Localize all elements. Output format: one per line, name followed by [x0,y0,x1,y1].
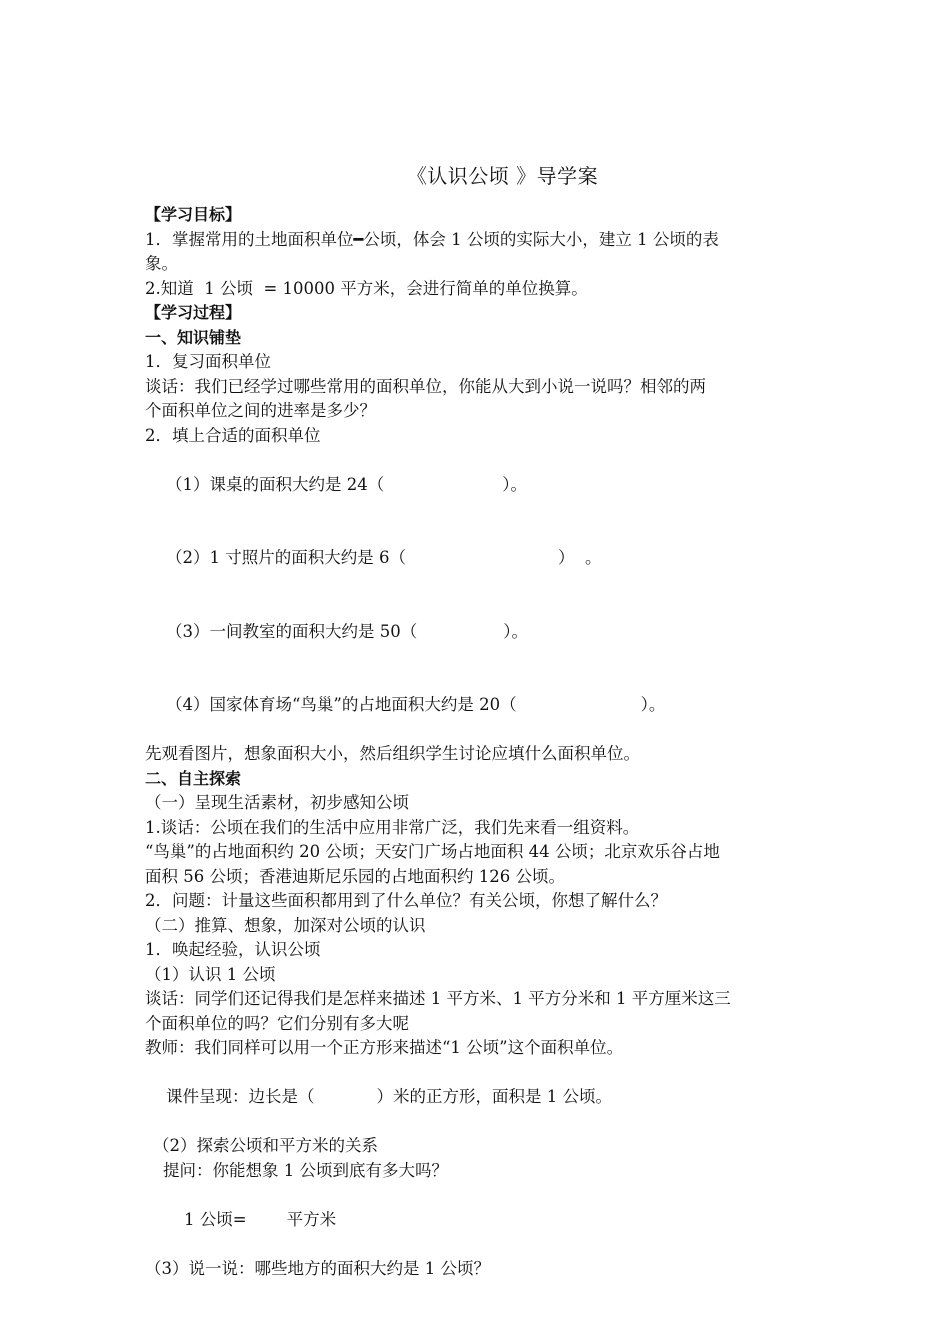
ask-line: 提问：你能想象 1 公顷到底有多大吗？ [163,1160,448,1180]
fill-question-2 [145,522,810,596]
sub2-line: （二）推算、想象，加深对公顷的认识 [145,915,426,935]
evoke-line: 1．唤起经验，认识公顷 [145,940,321,959]
process-heading: 【学习过程】 [145,303,242,322]
talk-line-2: 个面积单位之间的进率是多少？ [145,401,376,420]
fill-question-4 [145,669,810,743]
equation-unit: 平方米 [286,1209,337,1229]
review-line: 1．复习面积单位 [145,352,271,371]
fill-question-4-end: ）。 [640,695,666,714]
talk2-line-2: 个面积单位的吗？它们分别有多大呢 [145,1013,409,1033]
say-line: （3）说一说：哪些地方的面积大约是 1 公顷？ [145,1258,490,1278]
fill-question-1-end: ）。 [502,474,527,494]
fill-question-1-text: （1）课桌的面积大约是 24（ [165,474,385,494]
fill-heading: 2．填上合适的面积单位 [145,425,321,445]
know-line: （1）认识 1 公顷 [145,964,276,984]
fill-question-3 [145,595,810,669]
data-line-2: 面积 56 公顷；香港迪斯尼乐园的占地面积约 126 公顷。 [145,866,565,886]
equation-text: 1 公顷= [183,1209,247,1229]
show-line-end: ）米的正方形，面积是 1 公顷。 [376,1087,612,1106]
fill-question-3-text: （3）一间教室的面积大约是 50（ [165,621,418,641]
talk-material-line: 1.谈话：公顷在我们的生活中应用非常广泛，我们先来看一组资料。 [145,817,640,837]
fill-question-2-text: （2）1 寸照片的面积大约是 6（ [165,548,406,567]
part2-heading: 二、自主探索 [145,768,242,788]
talk-line-1: 谈话：我们已经学过哪些常用的面积单位，你能从大到小说一说吗？相邻的两 [145,376,706,396]
data-line-1: “鸟巢”的占地面积约 20 公顷；天安门广场占地面积 44 公顷；北京欢乐谷占地 [145,842,720,861]
equation-line [145,1183,810,1257]
goal-line-2: 象。 [145,254,178,273]
explore-line: （2）探索公顷和平方米的关系 [153,1136,378,1155]
part1-heading: 一、知识铺垫 [145,327,242,347]
goal-line-1: 1．掌握常用的土地面积单位━公顷，体会 1 公顷的实际大小，建立 1 公顷的表 [145,229,719,249]
page-title: 《认识公顷 》导学案 [406,164,599,188]
fill-question-2-end: ） 。 [557,548,602,567]
fill-question-3-end: ）。 [503,621,528,641]
question-line: 2．问题：计量这些面积都用到了什么单位？有关公顷，你想了解什么？ [145,891,667,910]
show-line-text: 课件呈现：边长是（ [165,1087,315,1106]
sub1-line: （一）呈现生活素材，初步感知公顷 [145,793,409,812]
talk2-line-1: 谈话：同学们还记得我们是怎样来描述 1 平方米、1 平方分米和 1 平方厘米这三 [145,989,731,1008]
goal-line-3: 2.知道 1 公顷 = 10000 平方米，会进行简单的单位换算。 [145,278,588,298]
show-line [145,1061,810,1135]
document-page [145,160,810,1281]
teacher-line: 教师：我们同样可以用一个正方形来描述“1 公顷”这个面积单位。 [145,1038,624,1057]
fill-question-4-text: （4）国家体育场“鸟巢”的占地面积大约是 20（ [165,695,517,714]
fill-question-1 [145,448,810,522]
goals-heading: 【学习目标】 [145,205,242,224]
note-line: 先观看图片，想象面积大小，然后组织学生讨论应填什么面积单位。 [145,744,640,763]
